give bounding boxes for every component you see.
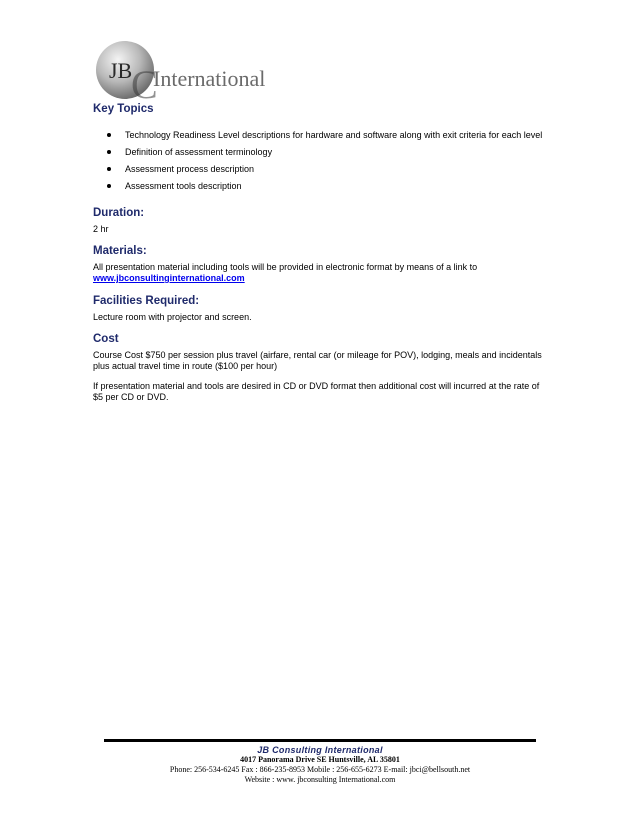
duration-heading: Duration:	[93, 207, 145, 219]
list-item: Definition of assessment terminology	[106, 146, 543, 159]
logo-mark	[93, 40, 293, 106]
facilities-heading: Facilities Required:	[93, 295, 200, 307]
cost-heading: Cost	[93, 333, 119, 345]
footer-website: Website : www. jbconsulting International.com	[244, 775, 396, 784]
company-logo	[93, 40, 293, 106]
footer-address: 4017 Panorama Drive SE Huntsville, AL 35801	[240, 755, 400, 764]
logo-monogram-c: C	[131, 62, 158, 106]
website-link[interactable]: www.jbconsultinginternational.com	[93, 273, 245, 283]
logo-monogram-jb: JB	[109, 58, 133, 83]
bullet-icon	[107, 133, 111, 137]
bullet-icon	[107, 150, 111, 154]
cost-text: Course Cost $750 per session plus travel (airfare, rental car (or mileage for POV), lodging, meals and incidentals plus actual travel time in route ($100 per hour)	[93, 350, 542, 371]
footer-divider	[104, 739, 536, 742]
bullet-icon	[107, 184, 111, 188]
bullet-icon	[107, 167, 111, 171]
list-item: Assessment tools description	[106, 180, 543, 193]
duration-text: 2 hr	[93, 224, 109, 234]
list-item: Assessment process description	[106, 163, 543, 176]
materials-heading: Materials:	[93, 245, 147, 257]
list-item: Technology Readiness Level descriptions for hardware and software along with exit criteria for each level	[106, 129, 543, 142]
logo-wordmark: International	[153, 66, 266, 91]
facilities-text: Lecture room with projector and screen.	[93, 312, 252, 322]
footer-company: JB Consulting International	[257, 745, 383, 755]
key-topics-heading: Key Topics	[93, 103, 154, 115]
materials-text: All presentation material including tools will be provided in electronic format by means of a link to www.jbconsultinginternational.com	[93, 262, 478, 283]
main-content	[93, 102, 543, 403]
cost-media-text: If presentation material and tools are desired in CD or DVD format then additional cost will incurred at the rate of $5 per CD or DVD.	[93, 381, 540, 402]
key-topics-list	[106, 129, 543, 193]
footer	[104, 745, 536, 785]
footer-contact: Phone: 256-534-6245 Fax : 866-235-8953 Mobile : 256-655-6273 E-mail: jbci@bellsouth.net	[169, 765, 471, 774]
